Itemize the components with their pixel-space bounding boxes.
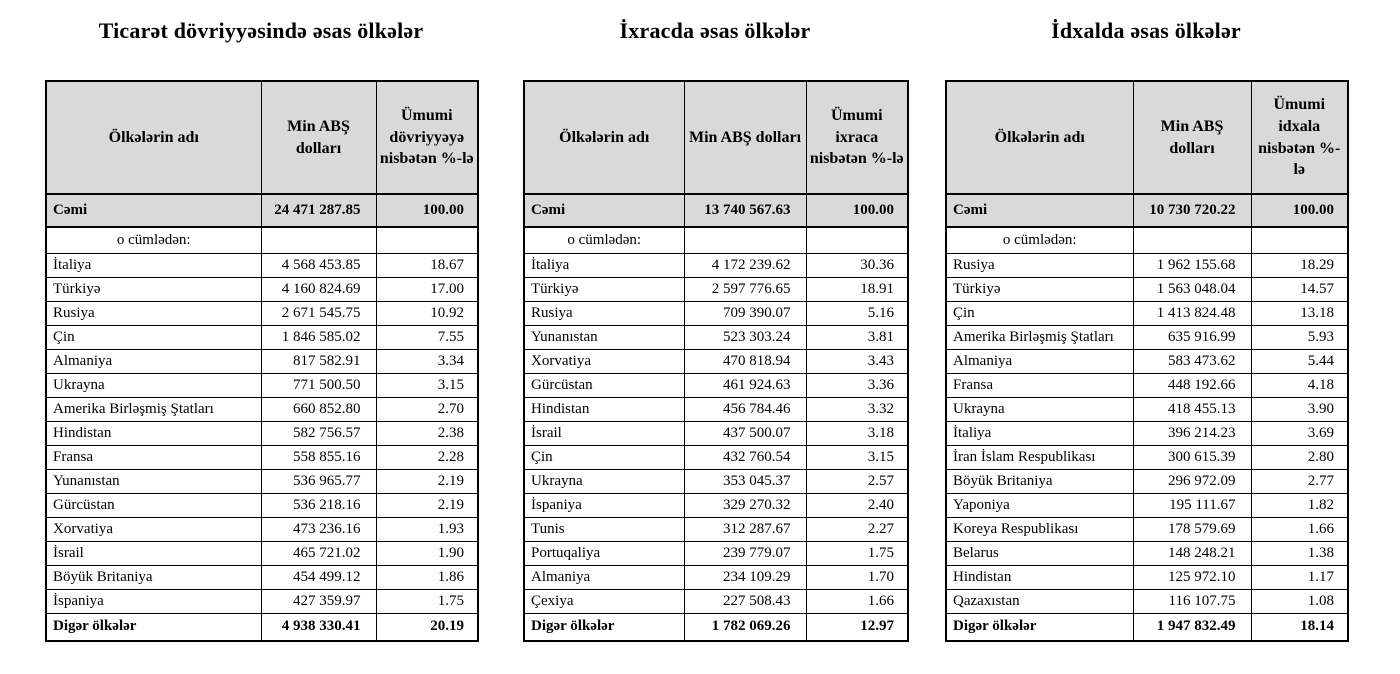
country-cell: İsrail xyxy=(524,422,684,446)
country-cell: İran İslam Respublikası xyxy=(946,446,1133,470)
total-value-cell: 10 730 720.22 xyxy=(1133,194,1251,227)
table-row xyxy=(524,590,908,614)
value-cell: 2 671 545.75 xyxy=(261,302,376,326)
table-row xyxy=(946,590,1348,614)
value-cell: 437 500.07 xyxy=(684,422,806,446)
country-cell: Rusiya xyxy=(524,302,684,326)
percent-cell: 3.15 xyxy=(376,374,478,398)
value-cell: 473 236.16 xyxy=(261,518,376,542)
empty-cell xyxy=(684,227,806,254)
country-cell: Ukrayna xyxy=(946,398,1133,422)
including-row xyxy=(524,227,908,254)
country-cell: Çin xyxy=(946,302,1133,326)
country-cell: Çin xyxy=(46,326,261,350)
percent-cell: 1.66 xyxy=(806,590,908,614)
total-percent-cell: 100.00 xyxy=(806,194,908,227)
value-cell: 4 568 453.85 xyxy=(261,254,376,278)
other-label-cell: Digər ölkələr xyxy=(946,614,1133,642)
country-cell: Fransa xyxy=(946,374,1133,398)
country-cell: Qazaxıstan xyxy=(946,590,1133,614)
percent-cell: 2.70 xyxy=(376,398,478,422)
table-row xyxy=(46,590,478,614)
total-row xyxy=(46,194,478,227)
value-cell: 1 563 048.04 xyxy=(1133,278,1251,302)
value-cell: 418 455.13 xyxy=(1133,398,1251,422)
country-cell: Gürcüstan xyxy=(524,374,684,398)
country-cell: Yunanıstan xyxy=(46,470,261,494)
table-row xyxy=(524,518,908,542)
table-row xyxy=(946,494,1348,518)
table-row xyxy=(524,446,908,470)
percent-cell: 7.55 xyxy=(376,326,478,350)
table-row xyxy=(946,398,1348,422)
value-cell: 709 390.07 xyxy=(684,302,806,326)
value-cell: 116 107.75 xyxy=(1133,590,1251,614)
country-cell: Türkiyə xyxy=(46,278,261,302)
value-cell: 456 784.46 xyxy=(684,398,806,422)
total-percent-cell: 100.00 xyxy=(1251,194,1348,227)
percent-cell: 3.43 xyxy=(806,350,908,374)
column-header-country: Ölkələrin adı xyxy=(524,81,684,194)
column-header-country: Ölkələrin adı xyxy=(46,81,261,194)
other-label-cell: Digər ölkələr xyxy=(524,614,684,642)
percent-cell: 5.16 xyxy=(806,302,908,326)
country-cell: Ukrayna xyxy=(46,374,261,398)
table-row xyxy=(46,254,478,278)
empty-cell xyxy=(261,227,376,254)
percent-cell: 13.18 xyxy=(1251,302,1348,326)
imports-table xyxy=(945,80,1349,642)
value-cell: 4 160 824.69 xyxy=(261,278,376,302)
empty-cell xyxy=(376,227,478,254)
value-cell: 148 248.21 xyxy=(1133,542,1251,566)
total-label-cell: Cəmi xyxy=(46,194,261,227)
total-label-cell: Cəmi xyxy=(946,194,1133,227)
percent-cell: 1.90 xyxy=(376,542,478,566)
value-cell: 817 582.91 xyxy=(261,350,376,374)
value-cell: 461 924.63 xyxy=(684,374,806,398)
percent-cell: 2.77 xyxy=(1251,470,1348,494)
percent-cell: 2.19 xyxy=(376,494,478,518)
table-row xyxy=(946,374,1348,398)
value-cell: 470 818.94 xyxy=(684,350,806,374)
table-row xyxy=(946,422,1348,446)
value-cell: 300 615.39 xyxy=(1133,446,1251,470)
other-value-cell: 1 947 832.49 xyxy=(1133,614,1251,642)
other-countries-row xyxy=(46,614,478,642)
percent-cell: 18.29 xyxy=(1251,254,1348,278)
percent-cell: 2.19 xyxy=(376,470,478,494)
country-cell: İtaliya xyxy=(46,254,261,278)
percent-cell: 1.38 xyxy=(1251,542,1348,566)
percent-cell: 10.92 xyxy=(376,302,478,326)
table-row xyxy=(524,398,908,422)
table-row xyxy=(946,254,1348,278)
percent-cell: 3.69 xyxy=(1251,422,1348,446)
country-cell: Almaniya xyxy=(524,566,684,590)
including-label-cell: o cümlədən: xyxy=(524,227,684,254)
country-cell: Çin xyxy=(524,446,684,470)
total-label-cell: Cəmi xyxy=(524,194,684,227)
column-header-value: Min ABŞ dolları xyxy=(684,81,806,194)
including-label-cell: o cümlədən: xyxy=(46,227,261,254)
table-row xyxy=(524,350,908,374)
country-cell: Türkiyə xyxy=(946,278,1133,302)
empty-cell xyxy=(806,227,908,254)
other-label-cell: Digər ölkələr xyxy=(46,614,261,642)
including-label-cell: o cümlədən: xyxy=(946,227,1133,254)
column-header-percent: Ümumi dövriyyəyə nisbətən %-lə xyxy=(376,81,478,194)
value-cell: 583 473.62 xyxy=(1133,350,1251,374)
value-cell: 523 303.24 xyxy=(684,326,806,350)
country-cell: Ukrayna xyxy=(524,470,684,494)
value-cell: 4 172 239.62 xyxy=(684,254,806,278)
percent-cell: 2.28 xyxy=(376,446,478,470)
country-cell: Xorvatiya xyxy=(524,350,684,374)
percent-cell: 1.70 xyxy=(806,566,908,590)
table-row xyxy=(46,302,478,326)
percent-cell: 3.18 xyxy=(806,422,908,446)
percent-cell: 2.27 xyxy=(806,518,908,542)
table-row xyxy=(524,278,908,302)
percent-cell: 2.57 xyxy=(806,470,908,494)
exports-table xyxy=(523,80,909,642)
total-row xyxy=(524,194,908,227)
other-value-cell: 4 938 330.41 xyxy=(261,614,376,642)
table-row xyxy=(46,398,478,422)
trade-turnover-table xyxy=(45,80,479,642)
percent-cell: 1.82 xyxy=(1251,494,1348,518)
percent-cell: 1.66 xyxy=(1251,518,1348,542)
other-percent-cell: 12.97 xyxy=(806,614,908,642)
table-row xyxy=(524,470,908,494)
other-value-cell: 1 782 069.26 xyxy=(684,614,806,642)
country-cell: Hindistan xyxy=(946,566,1133,590)
percent-cell: 3.36 xyxy=(806,374,908,398)
table-row xyxy=(524,542,908,566)
table-row xyxy=(46,422,478,446)
table-row xyxy=(524,254,908,278)
column-header-percent: Ümumi ixraca nisbətən %-lə xyxy=(806,81,908,194)
table-row xyxy=(946,566,1348,590)
value-cell: 1 962 155.68 xyxy=(1133,254,1251,278)
percent-cell: 3.34 xyxy=(376,350,478,374)
value-cell: 660 852.80 xyxy=(261,398,376,422)
including-row xyxy=(946,227,1348,254)
percent-cell: 17.00 xyxy=(376,278,478,302)
value-cell: 353 045.37 xyxy=(684,470,806,494)
value-cell: 396 214.23 xyxy=(1133,422,1251,446)
percent-cell: 1.08 xyxy=(1251,590,1348,614)
header-row xyxy=(46,81,478,194)
value-cell: 296 972.09 xyxy=(1133,470,1251,494)
table-row xyxy=(524,566,908,590)
country-cell: İsrail xyxy=(46,542,261,566)
country-cell: Amerika Birləşmiş Ştatları xyxy=(46,398,261,422)
percent-cell: 1.17 xyxy=(1251,566,1348,590)
value-cell: 329 270.32 xyxy=(684,494,806,518)
country-cell: Yunanıstan xyxy=(524,326,684,350)
value-cell: 1 413 824.48 xyxy=(1133,302,1251,326)
percent-cell: 3.90 xyxy=(1251,398,1348,422)
value-cell: 536 218.16 xyxy=(261,494,376,518)
country-cell: İspaniya xyxy=(524,494,684,518)
country-cell: Rusiya xyxy=(946,254,1133,278)
table-row xyxy=(946,518,1348,542)
table-row xyxy=(46,542,478,566)
other-percent-cell: 20.19 xyxy=(376,614,478,642)
other-countries-row xyxy=(946,614,1348,642)
value-cell: 227 508.43 xyxy=(684,590,806,614)
total-row xyxy=(946,194,1348,227)
table-row xyxy=(946,302,1348,326)
value-cell: 1 846 585.02 xyxy=(261,326,376,350)
percent-cell: 3.81 xyxy=(806,326,908,350)
value-cell: 234 109.29 xyxy=(684,566,806,590)
value-cell: 2 597 776.65 xyxy=(684,278,806,302)
value-cell: 635 916.99 xyxy=(1133,326,1251,350)
table-row xyxy=(524,494,908,518)
including-row xyxy=(46,227,478,254)
table-row xyxy=(46,350,478,374)
country-cell: İtaliya xyxy=(524,254,684,278)
percent-cell: 3.32 xyxy=(806,398,908,422)
value-cell: 771 500.50 xyxy=(261,374,376,398)
other-percent-cell: 18.14 xyxy=(1251,614,1348,642)
country-cell: Böyük Britaniya xyxy=(946,470,1133,494)
country-cell: İspaniya xyxy=(46,590,261,614)
header-row xyxy=(946,81,1348,194)
percent-cell: 3.15 xyxy=(806,446,908,470)
value-cell: 582 756.57 xyxy=(261,422,376,446)
percent-cell: 1.93 xyxy=(376,518,478,542)
total-value-cell: 13 740 567.63 xyxy=(684,194,806,227)
value-cell: 312 287.67 xyxy=(684,518,806,542)
percent-cell: 5.44 xyxy=(1251,350,1348,374)
country-cell: Türkiyə xyxy=(524,278,684,302)
value-cell: 178 579.69 xyxy=(1133,518,1251,542)
total-value-cell: 24 471 287.85 xyxy=(261,194,376,227)
percent-cell: 1.86 xyxy=(376,566,478,590)
country-cell: Tunis xyxy=(524,518,684,542)
table-row xyxy=(946,350,1348,374)
value-cell: 536 965.77 xyxy=(261,470,376,494)
table-row xyxy=(946,446,1348,470)
value-cell: 125 972.10 xyxy=(1133,566,1251,590)
empty-cell xyxy=(1133,227,1251,254)
column-header-value: Min ABŞ dolları xyxy=(1133,81,1251,194)
table-row xyxy=(46,518,478,542)
country-cell: Hindistan xyxy=(524,398,684,422)
value-cell: 454 499.12 xyxy=(261,566,376,590)
percent-cell: 2.80 xyxy=(1251,446,1348,470)
table-row xyxy=(946,278,1348,302)
table-title-trade-turnover: Ticarət dövriyyəsində əsas ölkələr xyxy=(98,18,424,43)
table-row xyxy=(46,326,478,350)
percent-cell: 14.57 xyxy=(1251,278,1348,302)
country-cell: Gürcüstan xyxy=(46,494,261,518)
percent-cell: 2.40 xyxy=(806,494,908,518)
table-row xyxy=(46,566,478,590)
table-row xyxy=(946,326,1348,350)
percent-cell: 18.91 xyxy=(806,278,908,302)
country-cell: Böyük Britaniya xyxy=(46,566,261,590)
percent-cell: 4.18 xyxy=(1251,374,1348,398)
column-header-percent: Ümumi idxala nisbətən %-lə xyxy=(1251,81,1348,194)
table-row xyxy=(524,374,908,398)
empty-cell xyxy=(1251,227,1348,254)
percent-cell: 30.36 xyxy=(806,254,908,278)
table-row xyxy=(46,374,478,398)
percent-cell: 18.67 xyxy=(376,254,478,278)
country-cell: Belarus xyxy=(946,542,1133,566)
percent-cell: 2.38 xyxy=(376,422,478,446)
percent-cell: 1.75 xyxy=(376,590,478,614)
country-cell: Rusiya xyxy=(46,302,261,326)
table-title-exports: İxracda əsas ölkələr xyxy=(619,18,811,43)
table-row xyxy=(46,470,478,494)
total-percent-cell: 100.00 xyxy=(376,194,478,227)
country-cell: Portuqaliya xyxy=(524,542,684,566)
value-cell: 448 192.66 xyxy=(1133,374,1251,398)
country-cell: Fransa xyxy=(46,446,261,470)
table-row xyxy=(46,494,478,518)
table-row xyxy=(524,302,908,326)
country-cell: Amerika Birləşmiş Ştatları xyxy=(946,326,1133,350)
other-countries-row xyxy=(524,614,908,642)
table-row xyxy=(46,446,478,470)
country-cell: İtaliya xyxy=(946,422,1133,446)
table-row xyxy=(946,542,1348,566)
value-cell: 432 760.54 xyxy=(684,446,806,470)
column-header-country: Ölkələrin adı xyxy=(946,81,1133,194)
column-header-value: Min ABŞ dolları xyxy=(261,81,376,194)
percent-cell: 5.93 xyxy=(1251,326,1348,350)
percent-cell: 1.75 xyxy=(806,542,908,566)
table-row xyxy=(46,278,478,302)
country-cell: Hindistan xyxy=(46,422,261,446)
value-cell: 195 111.67 xyxy=(1133,494,1251,518)
table-row xyxy=(524,422,908,446)
country-cell: Çexiya xyxy=(524,590,684,614)
header-row xyxy=(524,81,908,194)
country-cell: Almaniya xyxy=(946,350,1133,374)
country-cell: Yaponiya xyxy=(946,494,1133,518)
value-cell: 427 359.97 xyxy=(261,590,376,614)
value-cell: 558 855.16 xyxy=(261,446,376,470)
country-cell: Almaniya xyxy=(46,350,261,374)
country-cell: Koreya Respublikası xyxy=(946,518,1133,542)
table-row xyxy=(524,326,908,350)
value-cell: 239 779.07 xyxy=(684,542,806,566)
table-title-imports: İdxalda əsas ölkələr xyxy=(1051,18,1241,43)
table-row xyxy=(946,470,1348,494)
value-cell: 465 721.02 xyxy=(261,542,376,566)
country-cell: Xorvatiya xyxy=(46,518,261,542)
